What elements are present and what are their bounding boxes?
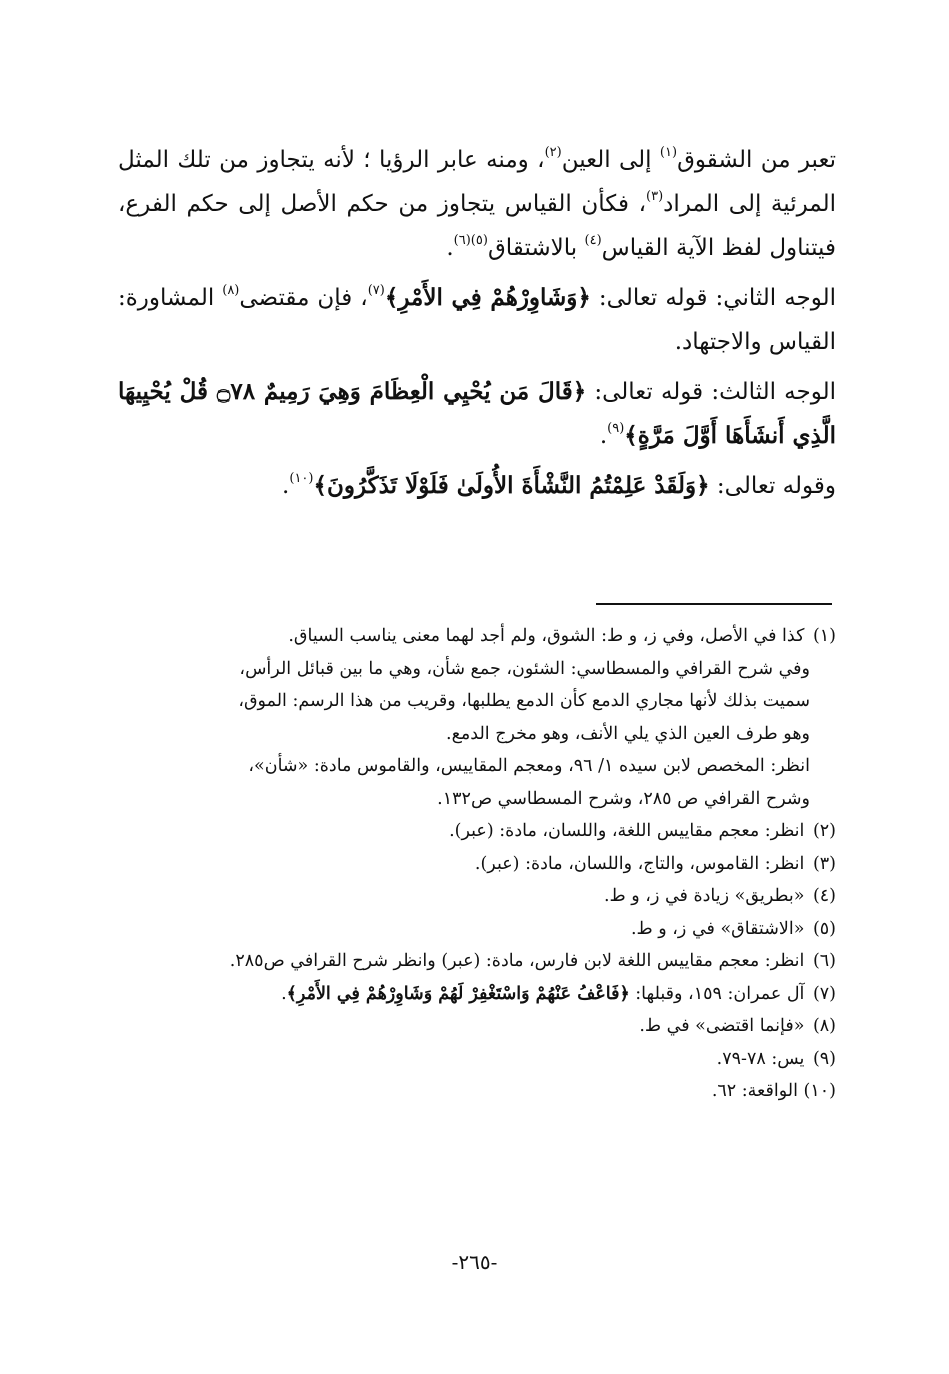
footnote-text: انظر: معجم مقاييس اللغة لابن فارس، مادة: (عبر) وانظر شرح القرافي ص٢٨٥. (229, 951, 805, 971)
footnote-number: (٥) (812, 918, 836, 939)
quran-quote: ﴿وَلَقَدْ عَلِمْتُمُ النَّشْأَةَ الأُولَىٰ فَلَوْلَا تَذَكَّرُونَ﴾ (313, 472, 710, 499)
footnote-text: انظر: المخصص لابن سيده ١/ ٩٦، ومعجم المقاييس، والقاموس مادة: «شأن»، (248, 756, 810, 776)
footnote-separator (596, 603, 832, 605)
footnote-2 (118, 815, 836, 848)
footnote-ref[interactable]: (٥)(٦) (453, 233, 488, 249)
main-text (118, 138, 836, 514)
text-run: ، فكأن القياس يتجاوز من حكم الأصل إلى حكم الفرع، فيتناول لفظ الآية القياس (118, 191, 836, 261)
text-run: . (599, 423, 608, 449)
text-run: ، ومنه عابر الرؤيا ؛ لأنه يتجاوز من تلك المثل المرئية إلى المراد (118, 147, 836, 217)
footnote-ref[interactable]: (٩) (607, 421, 625, 437)
footnote-text: «فإنما اقتضى» في ط. (639, 1016, 805, 1036)
text-run: بالاشتقاق (487, 235, 585, 261)
footnote-ref[interactable]: (١) (659, 145, 678, 161)
footnote-text: انظر: معجم مقاييس اللغة، واللسان، مادة: (عبر). (449, 821, 805, 841)
text-run: وقوله تعالى: (709, 473, 836, 499)
footnote-text: «الاشتقاق» في ز، و ط. (630, 918, 805, 939)
page-number: -٢٦٥- (451, 1250, 498, 1274)
paragraph-1 (118, 138, 836, 270)
text-run: إلى العين (561, 147, 660, 173)
footnote-1-line-4 (118, 718, 836, 751)
text-run: الوجه الثاني: قوله تعالى: (590, 285, 837, 311)
footnote-1-line-6 (118, 783, 836, 816)
text-run: ، فإن مقتضى (239, 285, 368, 311)
paragraph-3 (118, 370, 836, 458)
quran-quote: ﴿قَالَ مَن يُحْيِي الْعِظَامَ وَهِيَ رَمِيمٌ ۝٧٨ قُلْ يُحْيِيهَا الَّذِي أَنشَأَهَا أَوَّلَ مَرَّةٍ﴾ (118, 378, 836, 449)
footnote-number: (٨) (812, 1016, 836, 1036)
footnote-number: (٣) (812, 853, 836, 874)
footnote-number: (١) (812, 626, 836, 646)
footnote-1 (118, 620, 836, 653)
footnote-text: وفي شرح القرافي والمسطاسي: الشئون، جمع شأن، وهي ما بين قبائل الرأس، (239, 658, 810, 679)
text-run: تعبر من الشقوق (677, 147, 836, 173)
footnote-text: سميت بذلك لأنها مجاري الدمع كأن الدمع يطلبها، وقريب من هذا الرسم: الموق، (238, 691, 810, 711)
footnote-5 (118, 913, 836, 946)
paragraph-4 (118, 464, 836, 508)
footnote-1-line-2 (118, 653, 836, 686)
quran-quote: ﴿فَاعْفُ عَنْهُمْ وَاسْتَغْفِرْ لَهُمْ وَشَاوِرْهُمْ فِي الأَمْرِ﴾ (286, 983, 630, 1004)
paragraph-2 (118, 276, 836, 364)
text-run: . (282, 473, 290, 499)
footnote-ref[interactable]: (٢) (544, 145, 562, 161)
footnote-text: انظر: القاموس، والتاج، واللسان، مادة: (عبر). (474, 853, 805, 874)
footnote-text: وهو طرف العين الذي يلي الأنف، وهو مخرج الدمع. (446, 723, 810, 744)
footnotes (118, 620, 836, 1108)
footnote-number: (٢) (812, 821, 836, 841)
footnote-ref[interactable]: (٧) (367, 283, 385, 299)
footnote-number: (٤) (812, 886, 836, 906)
text-run: الوجه الثالث: قوله تعالى: (586, 379, 836, 405)
footnote-1-line-3 (118, 685, 836, 718)
footnote-text: يس: ٧٨-٧٩. (716, 1048, 805, 1069)
footnote-4 (118, 880, 836, 913)
footnote-text: آل عمران: ١٥٩، وقبلها: (629, 983, 805, 1004)
footnote-text: «بطريق» زيادة في ز، و ط. (603, 886, 805, 906)
footnote-text: . (281, 983, 287, 1004)
footnote-ref[interactable]: (١٠) (289, 471, 314, 487)
footnote-text: وشرح القرافي ص ٢٨٥، وشرح المسطاسي ص١٣٢. (437, 788, 810, 809)
footnote-ref[interactable]: (٤) (584, 233, 602, 249)
footnote-10 (118, 1075, 836, 1108)
footnote-text: الواقعة: ٦٢. (711, 1081, 798, 1101)
footnote-7 (118, 978, 836, 1011)
footnote-ref[interactable]: (٣) (646, 189, 664, 205)
footnote-ref[interactable]: (٨) (222, 283, 240, 299)
footnote-number: (٦) (812, 951, 836, 971)
footnote-number: (٧) (812, 983, 836, 1004)
footnote-8 (118, 1010, 836, 1043)
footnote-9 (118, 1043, 836, 1076)
quran-quote: ﴿وَشَاوِرْهُمْ فِي الأَمْرِ﴾ (384, 284, 591, 311)
footnote-number: (٩) (812, 1048, 836, 1069)
footnote-number: (١٠) (803, 1081, 836, 1101)
text-run: . (446, 235, 454, 261)
footnote-6 (118, 945, 836, 978)
text-run: المشاورة: القياس والاجتهاد. (118, 285, 836, 355)
footnote-3 (118, 848, 836, 881)
footnote-text: كذا في الأصل، وفي ز، و ط: الشوق، ولم أجد لهما معنى يناسب السياق. (288, 626, 805, 646)
footnote-1-line-5 (118, 750, 836, 783)
